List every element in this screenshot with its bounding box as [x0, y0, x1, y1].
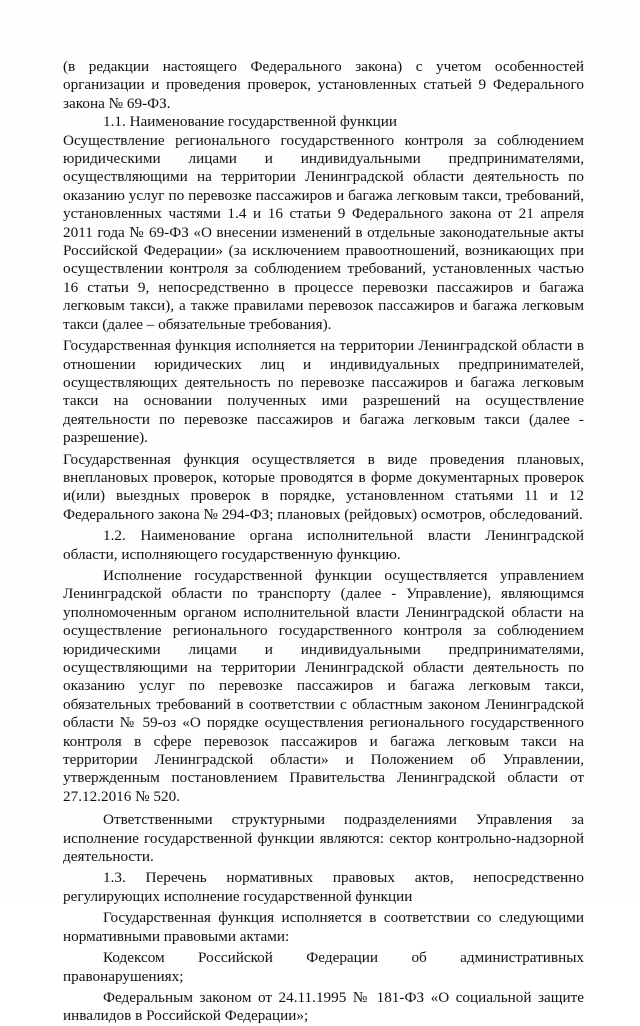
paragraph-territory: Государственная функция исполняется на территории Ленинградской области в отношении юридических лиц и индивидуальных предпринимателей, осуществляющих деятельность по перевозке пассажиров и багажа легковым такси на основании полученных ими разрешений на осуществление деятельности по перевозке пассажиров и багажа легковым такси (далее - разрешение).	[63, 337, 584, 447]
section-heading-1-1: 1.1. Наименование государственной функции	[103, 113, 397, 131]
paragraph-executing-body: Исполнение государственной функции осуществляется управлением Ленинградской области по транспорту (далее - Управление), являющимся уполномоченным органом исполнительной власти Ленинградской области на осуществление регионального государственного контроля за соблюдением юридическими лицами и индивидуальными предпринимателями, осуществляющими на территории Ленинградской области деятельность по оказанию услуг по перевозке пассажиров и багажа легковым такси, обязательных требований в соответствии с областным законом Ленинградской области № 59-оз «О порядке осуществления регионального государственного контроля в сфере перевозок пассажиров и багажа легковым такси на территории Ленинградской области» и Положением об Управлении, утвержденным постановлением Правительства Ленинградской области от 27.12.2016 № 520.	[63, 566, 584, 805]
paragraph-inspection-forms: Государственная функция осуществляется в виде проведения плановых, внеплановых проверок, которые проводятся в форме документарных проверок и(или) выездных проверок в порядке, установленном статьями 11 и 12 Федерального закона № 294-ФЗ; плановых (рейдовых) осмотров, обследований.	[63, 450, 584, 523]
paragraph-control-subject: Осуществление регионального государственного контроля за соблюдением юридическими лицами и индивидуальными предпринимателями, осуществляющими на территории Ленинградской области деятельность по оказанию услуг по перевозке пассажиров и багажа легковым такси, требований, установленных частями 1.4 и 16 статьи 9 Федерального закона от 21 апреля 2011 года № 69-ФЗ «О внесении изменений в отдельные законодательные акты Российской Федерации» (за исключением правоотношений, возникающих при осуществлении контроля за соблюдением требований, установленных частью 16 статьи 9, непосредственно в процессе перевозки пассажиров и багажа легковым такси), а также правилами перевозок пассажиров и багажа легковым такси (далее – обязательные требования).	[63, 131, 584, 333]
paragraph-continuation: (в редакции настоящего Федерального закона) с учетом особенностей организации и проведения проверок, установленных статьей 9 Федерального закона № 69-ФЗ.	[63, 58, 584, 112]
document-body	[63, 58, 584, 1026]
legal-act-item-law-181: Федеральным законом от 24.11.1995 № 181-ФЗ «О социальной защите инвалидов в Российской Федерации»;	[63, 988, 584, 1025]
legal-act-item-code: Кодексом Российской Федерации об административных правонарушениях;	[63, 949, 584, 985]
paragraph-responsible-units: Ответственными структурными подразделениями Управления за исполнение государственной функции являются: сектор контрольно-надзорной деятельности.	[63, 811, 584, 866]
paragraph-legal-acts-intro: Государственная функция исполняется в соответствии со следующими нормативными правовыми актами:	[63, 909, 584, 945]
section-heading-1-3: 1.3. Перечень нормативных правовых актов, непосредственно регулирующих исполнение государственной функции	[63, 869, 584, 905]
section-heading-1-2: 1.2. Наименование органа исполнительной власти Ленинградской области, исполняющего государственную функцию.	[63, 527, 584, 563]
